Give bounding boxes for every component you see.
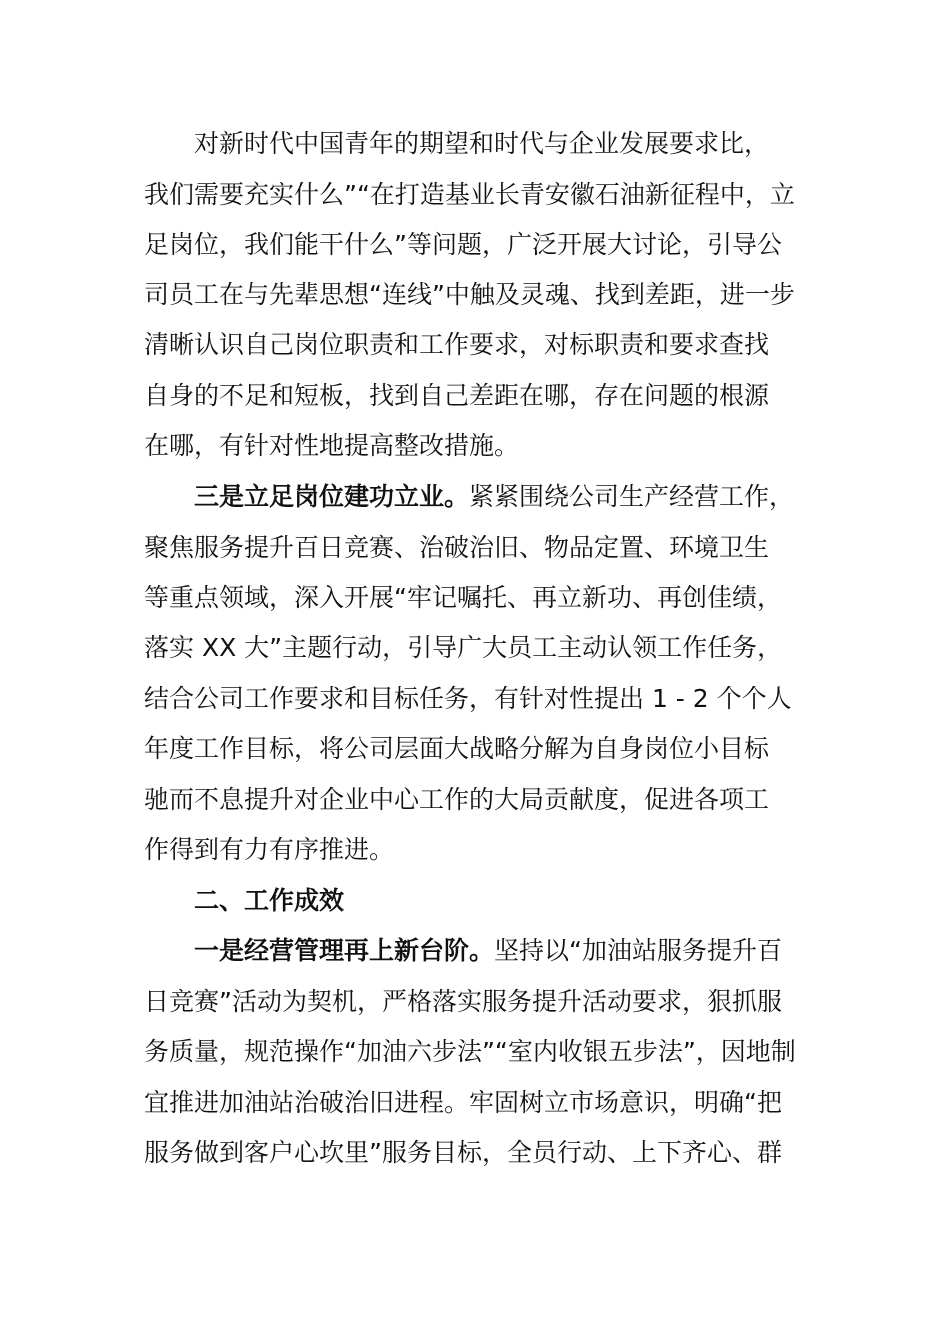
paragraph-line	[194, 126, 814, 162]
line-text: 司员工在与先辈思想“连线”中触及灵魂、找到差距，进一步	[144, 280, 795, 309]
line-text: 等重点领域，深入开展“牢记嘱托、再立新功、再创佳绩，	[144, 583, 782, 612]
line-text: 落实 XX 大”主题行动，引导广大员工主动认领工作任务，	[144, 633, 783, 662]
paragraph-line	[144, 1135, 814, 1171]
line-text: 清晰认识自己岗位职责和工作要求，对标职责和要求查找	[144, 330, 770, 359]
line-text: 宜推进加油站治破治旧进程。牢固树立市场意识，明确“把	[144, 1088, 782, 1117]
line-text: 驰而不息提升对企业中心工作的大局贡献度，促进各项工	[144, 785, 770, 814]
paragraph-line	[144, 1085, 814, 1121]
line-text: 聚焦服务提升百日竞赛、治破治旧、物品定置、环境卫生	[144, 533, 770, 562]
line-text: 我们需要充实什么”“在打造基业长青安徽石油新征程中，立	[144, 180, 795, 209]
paragraph-line	[144, 177, 814, 213]
paragraph-line	[144, 681, 814, 717]
line-text: 务质量，规范操作“加油六步法”“室内收银五步法”，因地制	[144, 1037, 796, 1066]
paragraph-line	[144, 630, 814, 666]
paragraph-line	[144, 832, 814, 868]
line-text: 服务做到客户心坎里”服务目标，全员行动、上下齐心、群	[144, 1138, 782, 1167]
paragraph-line	[144, 327, 814, 363]
line-text: 坚持以“加油站服务提升百	[494, 936, 782, 965]
section-heading-inline: 一是经营管理再上新台阶。	[194, 936, 495, 965]
line-text: 紧紧围绕公司生产经营工作，	[469, 482, 795, 511]
line-text: 年度工作目标，将公司层面大战略分解为自身岗位小目标	[144, 734, 770, 763]
line-text: 在哪，有针对性地提高整改措施。	[144, 431, 520, 460]
paragraph-line	[144, 731, 814, 767]
section-heading-inline: 三是立足岗位建功立业。	[194, 482, 470, 511]
paragraph-line	[144, 227, 814, 263]
paragraph-line	[144, 277, 814, 313]
line-text: 对新时代中国青年的期望和时代与企业发展要求比，	[194, 129, 770, 158]
paragraph-line	[194, 479, 814, 515]
line-text: 作得到有力有序推进。	[144, 835, 395, 864]
paragraph-line	[144, 984, 814, 1020]
line-text: 自身的不足和短板，找到自己差距在哪，存在问题的根源	[144, 381, 770, 410]
section-heading	[194, 883, 814, 919]
line-text: 结合公司工作要求和目标任务，有针对性提出 1 - 2 个个人	[144, 684, 792, 713]
paragraph-line	[144, 1034, 814, 1070]
paragraph-line	[144, 378, 814, 414]
line-text: 日竞赛”活动为契机，严格落实服务提升活动要求，狠抓服	[144, 987, 782, 1016]
paragraph-line	[194, 933, 814, 969]
heading-text: 二、工作成效	[194, 886, 345, 915]
paragraph-line	[144, 580, 814, 616]
paragraph-line	[144, 782, 814, 818]
paragraph-line	[144, 428, 814, 464]
paragraph-line	[144, 530, 814, 566]
line-text: 足岗位，我们能干什么”等问题，广泛开展大讨论，引导公	[144, 230, 782, 259]
